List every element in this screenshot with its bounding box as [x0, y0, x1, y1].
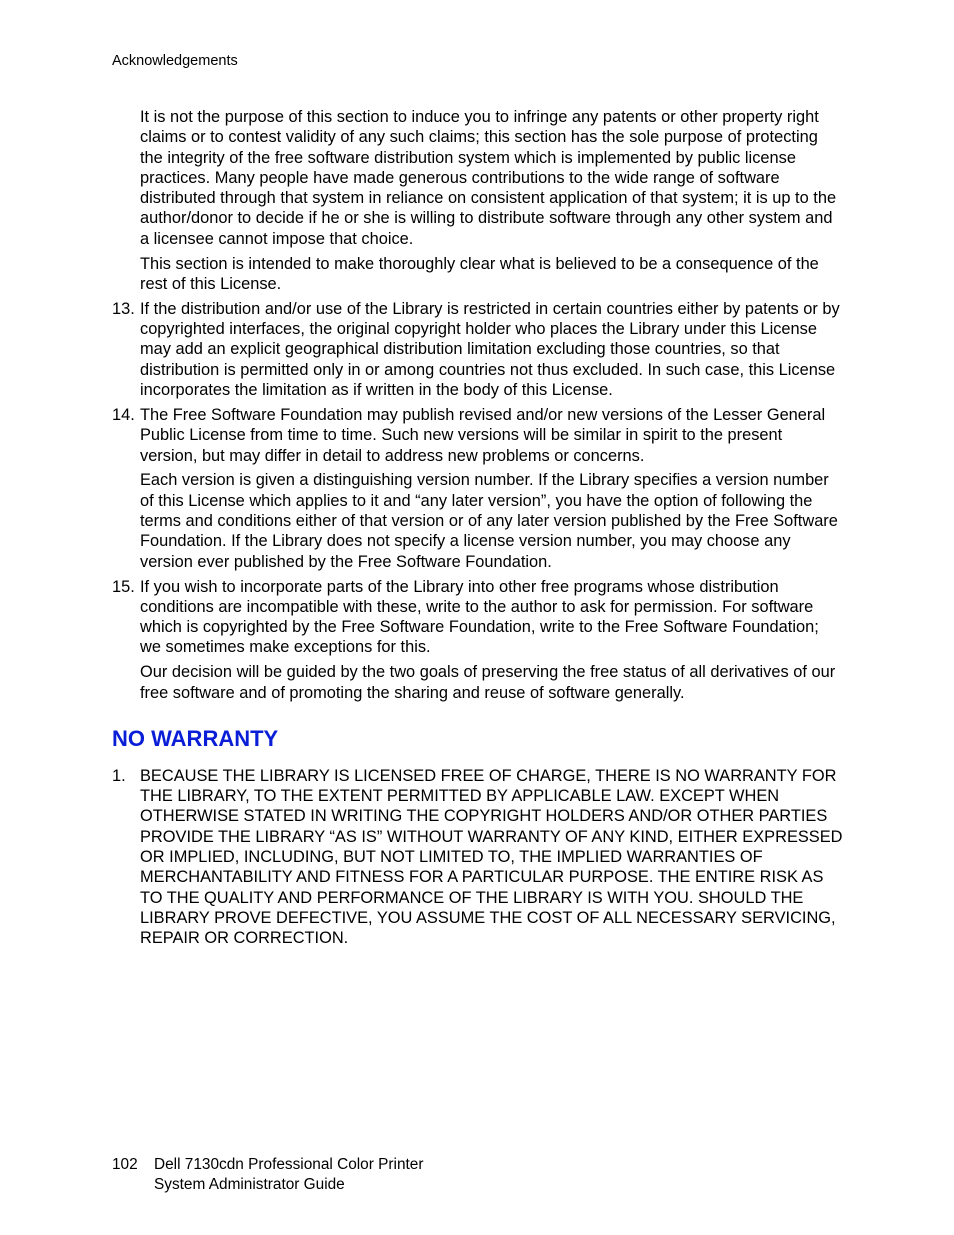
warranty-item-1	[112, 766, 844, 949]
list-item-text: BECAUSE THE LIBRARY IS LICENSED FREE OF CHARGE, THERE IS NO WARRANTY FOR THE LIBRARY, TO THE EXTENT PERMITTED BY APPLICABLE LAW. EXCEPT WHEN OTHERWISE STATED IN WRITING THE COPYRIGHT HOLDERS AND/OR OTHER PARTIES PROVIDE THE LIBRARY “AS IS” WITHOUT WARRANTY OF ANY KIND, EITHER EXPRESSED OR IMPLIED, INCLUDING, BUT NOT LIMITED TO, THE IMPLIED WARRANTIES OF MERCHANTABILITY AND FITNESS FOR A PARTICULAR PURPOSE. THE ENTIRE RISK AS TO THE QUALITY AND PERFORMANCE OF THE LIBRARY IS WITH YOU. SHOULD THE LIBRARY PROVE DEFECTIVE, YOU ASSUME THE COST OF ALL NECESSARY SERVICING, REPAIR OR CORRECTION.	[140, 766, 843, 948]
list-item-number: 1.	[112, 766, 126, 785]
list-item-13	[112, 299, 844, 400]
paragraph-consequence: This section is intended to make thoroughly clear what is believed to be a consequence of the rest of this License.	[140, 254, 819, 293]
paragraph-version-number: Each version is given a distinguishing version number. If the Library specifies a version number of this License which applies to it and “any later version”, you have the option of following the terms and conditions either of that version or of any later version published by the Free Software Foundation. If the Library does not specify a license version number, you may choose any version ever published by the Free Software Foundation.	[140, 471, 838, 571]
list-item-number: 15.	[112, 577, 135, 596]
list-item-text: If the distribution and/or use of the Library is restricted in certain countries either by patents or by copyrighted interfaces, the original copyright holder who places the Library under this License may add an explicit geographical distribution limitation excluding those countries, so that distribution is permitted only in or among countries not thus excluded. In such case, this License incorporates the limitation as if written in the body of this License.	[140, 299, 840, 400]
page-footer	[112, 1155, 423, 1194]
list-item-15	[112, 577, 844, 658]
paragraph-decision: Our decision will be guided by the two goals of preserving the free status of all derivatives of our free software and of promoting the sharing and reuse of software generally.	[140, 663, 836, 702]
paragraph-patents: It is not the purpose of this section to induce you to infringe any patents or other property right claims or to contest validity of any such claims; this section has the sole purpose of protecting the integrity of the free software distribution system which is implemented by public license practices. Many people have made generous contributions to the wide range of software distributed through that system in reliance on consistent application of that system; it is up to the author/donor to decide if he or she is willing to distribute software through any other system and a licensee cannot impose that choice.	[140, 108, 837, 248]
footer-product-name: Dell 7130cdn Professional Color Printer	[154, 1156, 424, 1173]
page-number: 102	[112, 1156, 138, 1173]
footer-guide-title: System Administrator Guide	[154, 1175, 345, 1193]
page-content	[112, 107, 844, 949]
list-item-number: 13.	[112, 299, 135, 318]
list-item-text: The Free Software Foundation may publish revised and/or new versions of the Lesser General Public License from time to time. Such new versions will be similar in spirit to the present version, but may differ in detail to address new problems or concerns.	[140, 405, 826, 465]
list-item-text: If you wish to incorporate parts of the Library into other free programs whose distribution conditions are incompatible with these, write to the author to ask for permission. For software which is copyrighted by the Free Software Foundation, write to the Free Software Foundation; we sometimes make exceptions for this.	[140, 577, 819, 657]
list-item-14	[112, 405, 844, 466]
running-header: Acknowledgements	[112, 53, 238, 69]
footer-document-info	[154, 1155, 423, 1194]
list-item-number: 14.	[112, 405, 135, 424]
section-heading-no-warranty: NO WARRANTY	[112, 725, 279, 751]
